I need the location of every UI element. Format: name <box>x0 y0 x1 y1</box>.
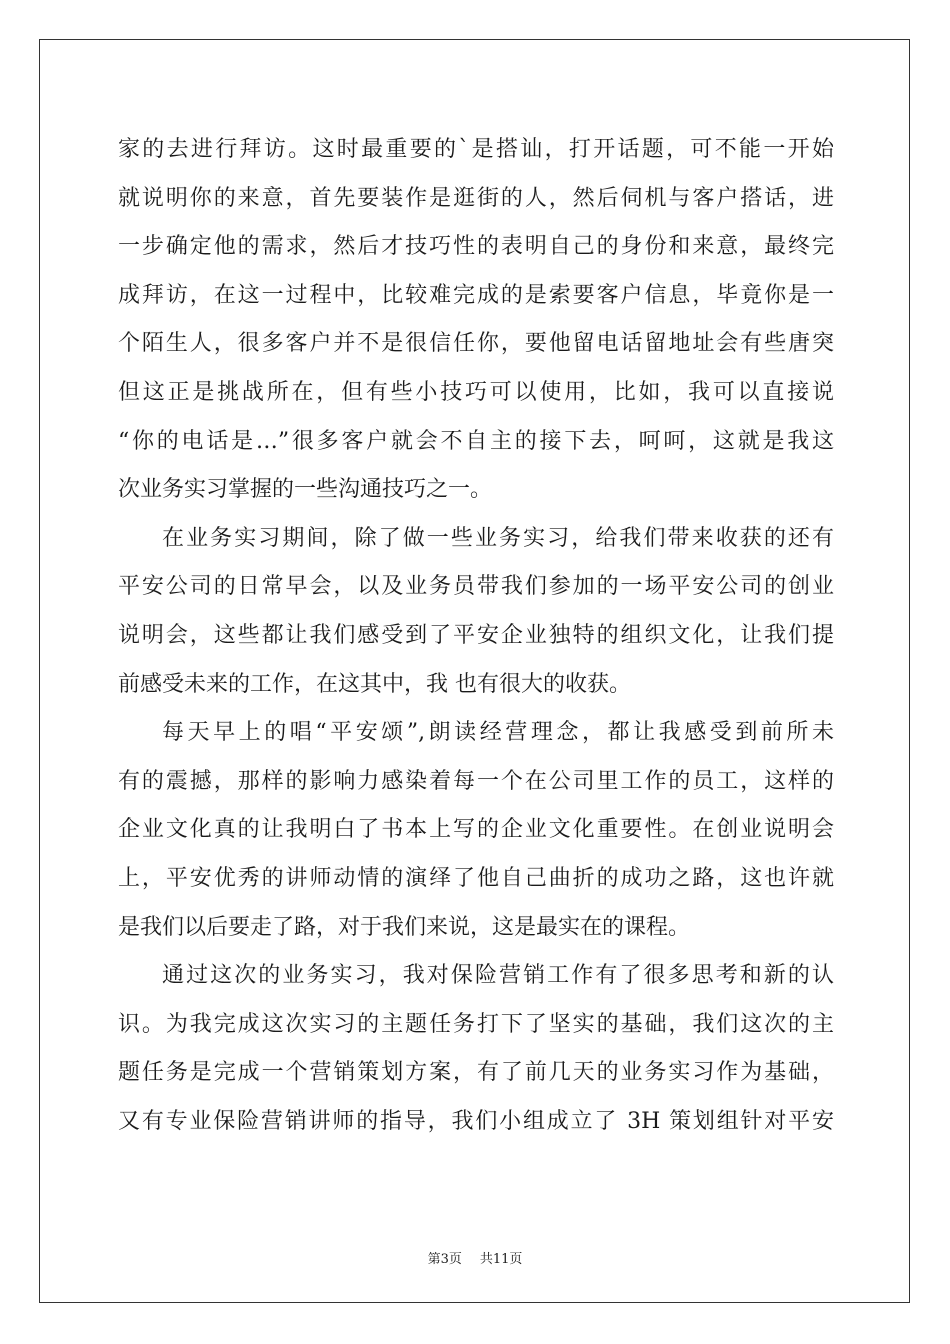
text-line: 是我们以后要走了路，对于我们来说，这是最实在的课程。 <box>118 914 691 940</box>
text-line: 就说明你的来意，首先要装作是逛街的人，然后伺机与客户搭话，进 <box>118 185 834 211</box>
paragraph <box>118 126 834 515</box>
text-line: 题任务是完成一个营销策划方案，有了前几天的业务实习作为基础， <box>118 1060 834 1086</box>
text-line: 上，平安优秀的讲师动情的演绎了他自己曲折的成功之路，这也许就 <box>118 865 834 891</box>
page-total: 共11页 <box>479 1252 523 1267</box>
paragraph <box>118 515 834 709</box>
text-line: 企业文化真的让我明白了书本上写的企业文化重要性。在创业说明会 <box>118 817 834 843</box>
text-line: 通过这次的业务实习，我对保险营销工作有了很多思考和新的认 <box>162 963 834 989</box>
paragraph <box>118 709 834 952</box>
text-line: 次业务实习掌握的一些沟通技巧之一。 <box>118 477 493 503</box>
text-line: 每天早上的唱“平安颂”,朗读经营理念，都让我感受到前所未 <box>162 720 834 746</box>
text-line: 个陌生人，很多客户并不是很信任你，要他留电话留地址会有些唐突 <box>118 331 834 357</box>
paragraph <box>118 952 834 1146</box>
text-line: 在业务实习期间，除了做一些业务实习，给我们带来收获的还有 <box>162 525 834 551</box>
text-line: 又有专业保险营销讲师的指导，我们小组成立了 3H 策划组针对平安 <box>118 1108 834 1134</box>
text-line: 有的震撼，那样的影响力感染着每一个在公司里工作的员工，这样的 <box>118 768 834 794</box>
text-line: 识。为我完成这次实习的主题任务打下了坚实的基础，我们这次的主 <box>118 1011 834 1037</box>
text-line: 一步确定他的需求，然后才技巧性的表明自己的身份和来意，最终完 <box>118 234 834 260</box>
text-line: 平安公司的日常早会，以及业务员带我们参加的一场平安公司的创业 <box>118 574 834 600</box>
text-line: 但这正是挑战所在，但有些小技巧可以使用，比如，我可以直接说 <box>118 379 834 405</box>
page-number: 第3页 <box>427 1252 462 1267</box>
text-line: 前感受未来的工作，在这其中，我 也有很大的收获。 <box>118 671 631 697</box>
document-body <box>118 126 834 1146</box>
text-line: 说明会，这些都让我们感受到了平安企业独特的组织文化，让我们提 <box>118 622 834 648</box>
page-footer <box>0 1248 950 1267</box>
text-line: 家的去进行拜访。这时最重要的`是搭讪，打开话题，可不能一开始 <box>118 137 834 162</box>
text-line: “你的电话是…”很多客户就会不自主的接下去，呵呵，这就是我这 <box>118 428 834 454</box>
text-line: 成拜访，在这一过程中，比较难完成的是索要客户信息，毕竟你是一 <box>118 282 834 308</box>
